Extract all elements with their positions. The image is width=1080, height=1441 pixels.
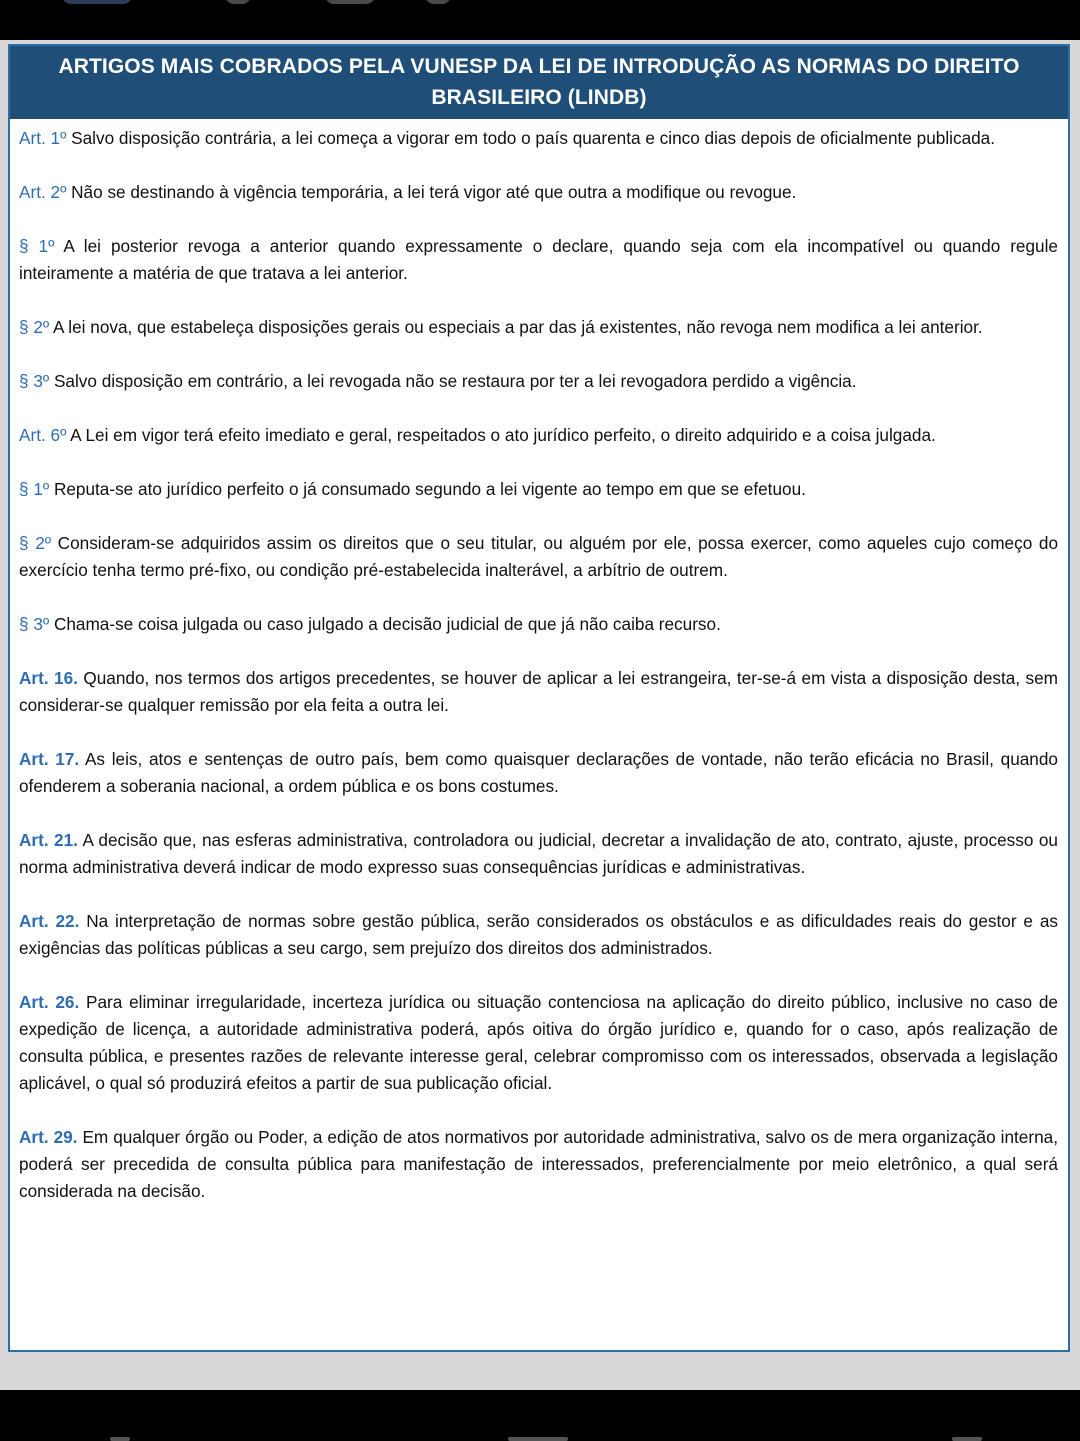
article-paragraph [19,233,1058,287]
article-paragraph [19,125,1058,152]
article-paragraph [19,1124,1058,1205]
navigation-bar [0,1390,1080,1440]
status-bar [0,0,1080,40]
article-paragraph [19,827,1058,881]
article-text: Em qualquer órgão ou Poder, a edição de atos normativos por autoridade administrativa, salvo os de mera organização interna, poderá ser precedida de consulta pública para manifestação de interessados, preferencialmente por meio eletrônico, a qual será considerada na decisão. [19,1127,1058,1201]
article-paragraph [19,611,1058,638]
article-label: Art. 1º [19,128,67,148]
article-paragraph [19,476,1058,503]
article-label: Art. 22. [19,911,80,931]
status-bar-icon [325,0,375,4]
article-text: Quando, nos termos dos artigos precedentes, se houver de aplicar a lei estrangeira, ter-se-á em vista a disposição desta, sem considerar-se qualquer remissão por ela feita a outra lei. [19,668,1058,715]
page-title: ARTIGOS MAIS COBRADOS PELA VUNESP DA LEI DE INTRODUÇÃO AS NORMAS DO DIREITO BRASILEIRO (LINDB) [10,46,1068,119]
status-bar-icon [425,0,451,4]
article-text: A lei nova, que estabeleça disposições gerais ou especiais a par das já existentes, não revoga nem modifica a lei anterior. [49,317,983,337]
article-text: A decisão que, nas esferas administrativa, controladora ou judicial, decretar a invalidação de ato, contrato, ajuste, processo ou norma administrativa deverá indicar de modo expresso suas consequências jurídicas e administrativas. [19,830,1058,877]
article-text: As leis, atos e sentenças de outro país, bem como quaisquer declarações de vontade, não terão eficácia no Brasil, quando ofenderem a soberania nacional, a ordem pública e os bons costumes. [19,749,1058,796]
article-paragraph [19,179,1058,206]
article-label: Art. 6º [19,425,67,445]
paragraph-label: § 2º [19,533,52,553]
article-text: A lei posterior revoga a anterior quando expressamente o declare, quando seja com ela incompatível ou quando regule inteiramente a matéria de que tratava a lei anterior. [19,236,1058,283]
article-paragraph [19,422,1058,449]
article-text: A Lei em vigor terá efeito imediato e geral, respeitados o ato jurídico perfeito, o direito adquirido e a coisa julgada. [66,425,936,445]
status-bar-icon [225,0,251,4]
nav-home-icon[interactable] [508,1437,568,1441]
article-label: Art. 17. [19,749,80,769]
paragraph-label: § 3º [19,614,50,634]
article-label: Art. 2º [19,182,67,202]
article-paragraph [19,530,1058,584]
article-text: Para eliminar irregularidade, incerteza jurídica ou situação contenciosa na aplicação do direito público, inclusive no caso de expedição de licença, a autoridade administrativa poderá, após oitiva do órgão jurídico e, quando for o caso, após realização de consulta pública, e presentes razões de relevante interesse geral, celebrar compromisso com os interessados, observada a legislação aplicável, o qual só produzirá efeitos a partir de sua publicação oficial. [19,992,1058,1093]
article-label: Art. 16. [19,668,78,688]
article-text: Chama-se coisa julgada ou caso julgado a decisão judicial de que já não caiba recurso. [49,614,721,634]
article-label: Art. 26. [19,992,80,1012]
article-label: Art. 29. [19,1127,78,1147]
nav-recents-icon[interactable] [110,1437,130,1441]
article-paragraph [19,908,1058,962]
article-label: Art. 21. [19,830,78,850]
paragraph-label: § 1º [19,479,50,499]
article-text: Salvo disposição contrária, a lei começa a vigorar em todo o país quarenta e cinco dias depois de oficialmente publicada. [66,128,996,148]
article-text: Na interpretação de normas sobre gestão pública, serão considerados os obstáculos e as dificuldades reais do gestor e as exigências das políticas públicas a seu cargo, sem prejuízo dos direitos dos administrados. [19,911,1058,958]
article-text: Salvo disposição em contrário, a lei revogada não se restaura por ter a lei revogadora perdido a vigência. [49,371,857,391]
article-paragraph [19,314,1058,341]
law-articles-card [8,44,1070,1352]
article-text: Reputa-se ato jurídico perfeito o já consumado segundo a lei vigente ao tempo em que se efetuou. [49,479,806,499]
status-bar-avatar-icon [62,0,132,4]
image-viewer[interactable] [0,40,1080,1390]
article-paragraph [19,989,1058,1097]
article-paragraph [19,665,1058,719]
paragraph-label: § 3º [19,371,50,391]
article-paragraph [19,368,1058,395]
nav-back-icon[interactable] [952,1437,982,1441]
articles-list [10,119,1068,1205]
paragraph-label: § 2º [19,317,50,337]
article-text: Consideram-se adquiridos assim os direitos que o seu titular, ou alguém por ele, possa exercer, como aqueles cujo começo do exercício tenha termo pré-fixo, ou condição pré-estabelecida inalterável, a arbítrio de outrem. [19,533,1059,580]
article-text: Não se destinando à vigência temporária, a lei terá vigor até que outra a modifique ou revogue. [66,182,797,202]
paragraph-label: § 1º [19,236,55,256]
article-paragraph [19,746,1058,800]
